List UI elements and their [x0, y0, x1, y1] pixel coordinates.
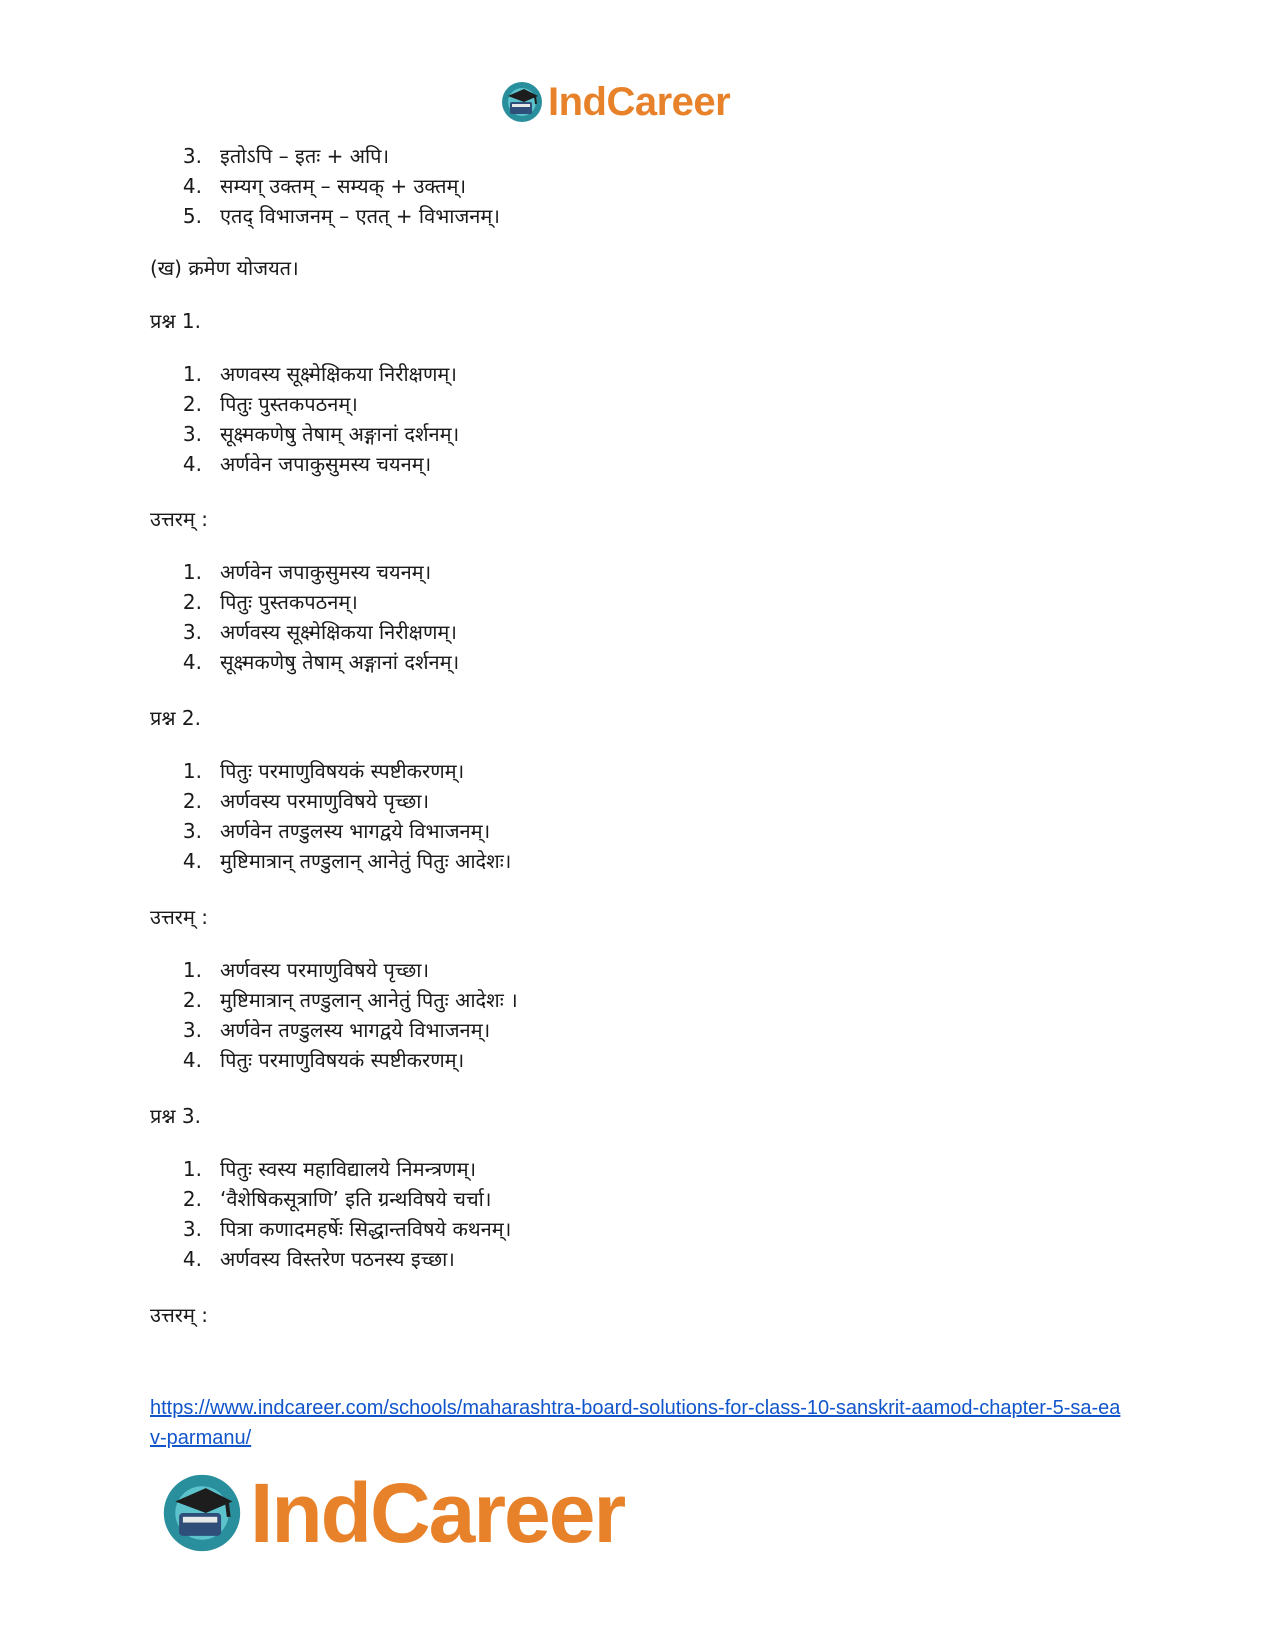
- list-item: 5. एतद् विभाजनम् – एतत् + विभाजनम्।: [182, 204, 500, 228]
- list-item: 2. पितुः पुस्तकपठनम्।: [182, 590, 358, 614]
- question-3-list: [150, 1154, 511, 1274]
- list-item: 2. ‘वैशेषिकसूत्राणि’ इति ग्रन्थविषये चर्चा।: [182, 1187, 492, 1211]
- list-item: 2. पितुः पुस्तकपठनम्।: [182, 392, 358, 416]
- indcareer-logo-top: [500, 78, 730, 126]
- question-2-list: [150, 756, 511, 876]
- list-item: 4. मुष्टिमात्रान् तण्डुलान् आनेतुं पितुः आदेशः।: [182, 849, 512, 873]
- list-item: 1. पितुः परमाणुविषयकं स्पष्टीकरणम्।: [182, 759, 465, 783]
- list-item: 4. पितुः परमाणुविषयकं स्पष्टीकरणम्।: [182, 1048, 465, 1072]
- list-item: 3. इतोऽपि – इतः + अपि।: [182, 144, 390, 168]
- graduation-cap-icon: [160, 1471, 244, 1555]
- list-item: 1. अर्णवेन जपाकुसुमस्य चयनम्।: [182, 560, 432, 584]
- list-item: 3. अर्णवेन तण्डुलस्य भागद्वये विभाजनम्।: [182, 819, 491, 843]
- list-item: 1. अर्णवस्य परमाणुविषये पृच्छा।: [182, 958, 430, 982]
- answer-2-list: [150, 955, 518, 1075]
- answer-3-label: उत्तरम् :: [150, 1303, 209, 1327]
- answer-1-label: उत्तरम् :: [150, 507, 209, 531]
- list-item: 4. सम्यग् उक्तम् – सम्यक् + उक्तम्।: [182, 174, 467, 198]
- list-item: 4. सूक्ष्मकणेषु तेषाम् अङ्गानां दर्शनम्।: [182, 650, 460, 674]
- list-item: 1. अणवस्य सूक्ष्मेक्षिकया निरीक्षणम्।: [182, 362, 457, 386]
- list-item: 3. पित्रा कणादमहर्षेः सिद्धान्तविषये कथनम्।: [182, 1217, 512, 1241]
- list-item: 3. अर्णवस्य सूक्ष्मेक्षिकया निरीक्षणम्।: [182, 620, 457, 644]
- list-item: 4. अर्णवस्य विस्तरेण पठनस्य इच्छा।: [182, 1247, 455, 1271]
- question-3-label: प्रश्न 3.: [150, 1104, 201, 1128]
- brand-wordmark: IndCareer: [250, 1465, 625, 1560]
- question-2-label: प्रश्न 2.: [150, 706, 201, 730]
- indcareer-logo-bottom: [160, 1465, 625, 1560]
- answer-2-label: उत्तरम् :: [150, 905, 209, 929]
- continued-list: [150, 141, 500, 231]
- graduation-cap-icon: [500, 80, 544, 124]
- list-item: 1. पितुः स्वस्य महाविद्यालये निमन्त्रणम्।: [182, 1157, 477, 1181]
- source-url-link[interactable]: https://www.indcareer.com/schools/maharashtra-board-solutions-for-class-10-sanskrit-aamod-chapter-5-sa-eav-parmanu/: [150, 1397, 1121, 1449]
- question-1-list: [150, 359, 459, 479]
- list-item: 3. अर्णवेन तण्डुलस्य भागद्वये विभाजनम्।: [182, 1018, 491, 1042]
- answer-1-list: [150, 557, 459, 677]
- list-item: 2. अर्णवस्य परमाणुविषये पृच्छा।: [182, 789, 430, 813]
- question-1-label: प्रश्न 1.: [150, 309, 201, 333]
- list-item: 4. अर्णवेन जपाकुसुमस्य चयनम्।: [182, 452, 432, 476]
- brand-wordmark: IndCareer: [548, 79, 731, 124]
- list-item: 3. सूक्ष्मकणेषु तेषाम् अङ्गानां दर्शनम्।: [182, 422, 460, 446]
- section-heading: (ख) क्रमेण योजयत।: [150, 256, 299, 280]
- list-item: 2. मुष्टिमात्रान् तण्डुलान् आनेतुं पितुः आदेशः ।: [182, 988, 518, 1012]
